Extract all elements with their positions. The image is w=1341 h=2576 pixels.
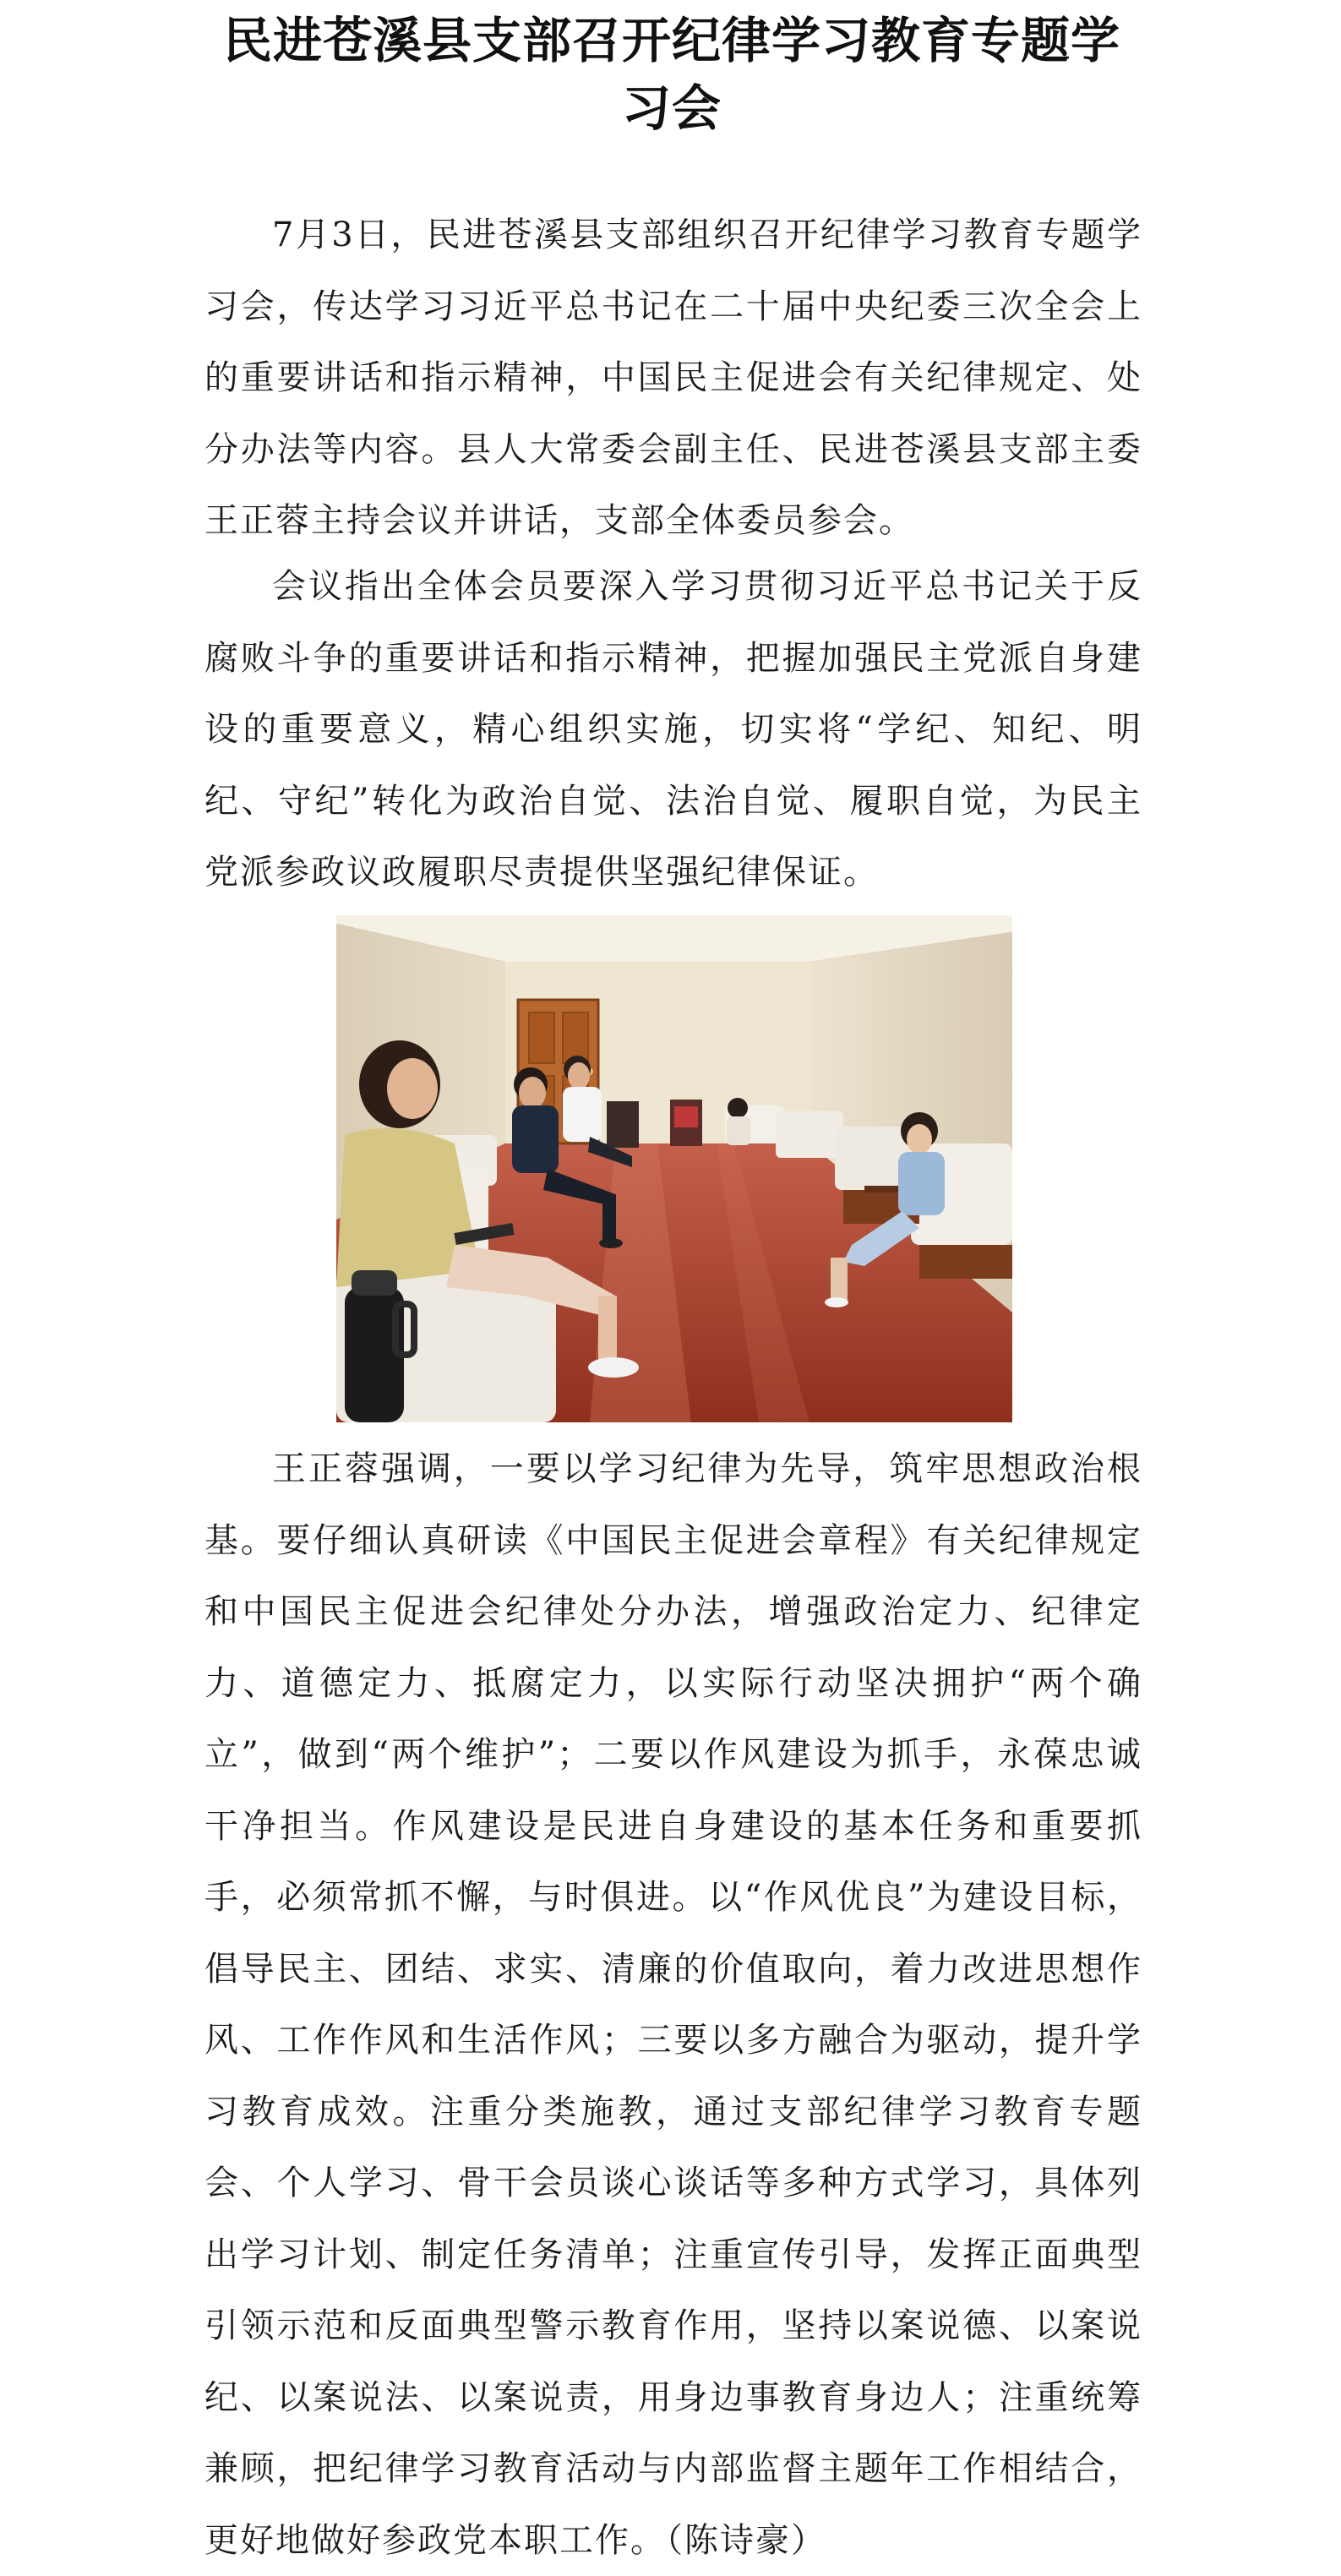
article-paragraph-1: 7月3日，民进苍溪县支部组织召开纪律学习教育专题学习会，传达学习习近平总书记在二十届中央纪委三次全会上的重要讲话和指示精神，中国民主促进会有关纪律规定、处分办法等内容。县人大常委会副主任、民进苍溪县支部主委王正蓉主持会议并讲话，支部全体委员参会。 bbox=[204, 216, 1142, 540]
meeting-room-illustration bbox=[336, 915, 1012, 1422]
meeting-photo bbox=[336, 915, 1012, 1422]
article-paragraph-2: 会议指出全体会员要深入学习贯彻习近平总书记关于反腐败斗争的重要讲话和指示精神，把握加强民主党派自身建设的重要意义，精心组织实施，切实将“学纪、知纪、明纪、守纪”转化为政治自觉、法治自觉、履职自觉，为民主党派参政议政履职尽责提供坚强纪律保证。 bbox=[204, 567, 1142, 892]
article-paragraph-3: 王正蓉强调，一要以学习纪律为先导，筑牢思想政治根基。要仔细认真研读《中国民主促进会章程》有关纪律规定和中国民主促进会纪律处分办法，增强政治定力、纪律定力、道德定力、抵腐定力，以实际行动坚决拥护“两个确立”，做到“两个维护”；二要以作风建设为抓手，永葆忠诚干净担当。作风建设是民进自身建设的基本任务和重要抓手，必须常抓不懈，与时俱进。以“作风优良”为建设目标，倡导民主、团结、求实、清廉的价值取向，着力改进思想作风、工作作风和生活作风；三要以多方融合为驱动，提升学习教育成效。注重分类施教，通过支部纪律学习教育专题会、个人学习、骨干会员谈心谈话等多种方式学习，具体列出学习计划、制定任务清单；注重宣传引导，发挥正面典型引领示范和反面典型警示教育作用，坚持以案说德、以案说纪、以案说法、以案说责，用身边事教育身边人；注重统筹兼顾，把纪律学习教育活动与内部监督主题年工作相结合，更好地做好参政党本职工作。（陈诗豪） bbox=[204, 1449, 1142, 2560]
article-title: 民进苍溪县支部召开纪律学习教育专题学习会 bbox=[222, 12, 1120, 137]
